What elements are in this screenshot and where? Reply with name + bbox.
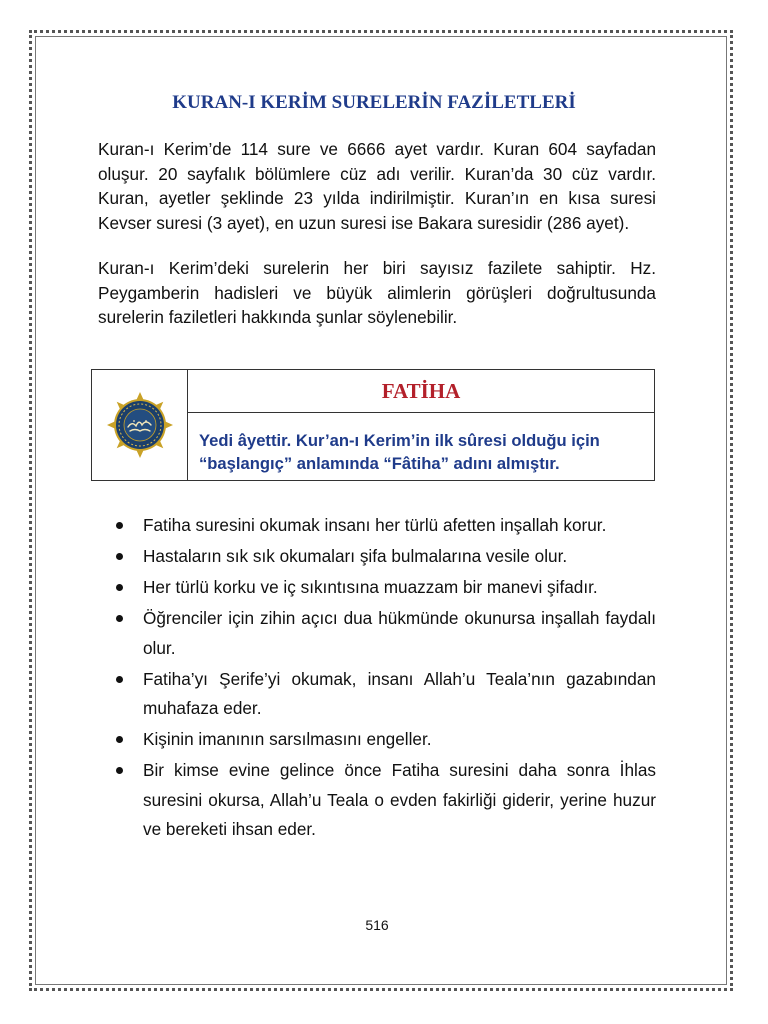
list-item bbox=[112, 756, 656, 845]
bullet-icon bbox=[116, 615, 123, 622]
bullet-icon bbox=[116, 676, 123, 683]
surah-header-table bbox=[91, 369, 655, 481]
list-item-text: Fatiha suresini okumak insanı her türlü afetten inşallah korur. bbox=[143, 515, 607, 535]
intro-paragraph-1: Kuran-ı Kerim’de 114 sure ve 6666 ayet vardır. Kuran 604 sayfadan oluşur. 20 sayfalık bölümlere cüz adı verilir. Kuran’da 30 cüz vardır. Kuran, ayetler şeklinde 23 yılda indirilmiştir. Kuran’ın en kısa suresi Kevser suresi (3 ayet), en uzun suresi ise Bakara suresidir (286 ayet). bbox=[98, 139, 656, 233]
list-item-text: Hastaların sık sık okumaları şifa bulmalarına vesile olur. bbox=[143, 546, 568, 566]
list-item-text: Bir kimse evine gelince önce Fatiha suresini daha sonra İhlas suresini okursa, Allah’u Teala o evden fakirliği giderir, yerine huzur ve bereketi ihsan eder. bbox=[143, 760, 656, 839]
list-item-text: Kişinin imanının sarsılmasını engeller. bbox=[143, 729, 432, 749]
bullet-icon bbox=[116, 522, 123, 529]
surah-name: FATİHA bbox=[381, 378, 461, 403]
bullet-icon bbox=[116, 553, 123, 560]
list-item bbox=[112, 604, 656, 663]
intro-paragraph-2: Kuran-ı Kerim’deki surelerin her biri sayısız fazilete sahiptir. Hz. Peygamberin hadisleri ve büyük alimlerin görüşleri doğrultusunda surelerin faziletleri hakkında şunlar söylenebilir. bbox=[98, 258, 656, 327]
page-title: KURAN-I KERİM SURELERİN FAZİLETLERİ bbox=[172, 92, 576, 113]
surah-description: Yedi âyettir. Kur’an-ı Kerim’in ilk sûresi olduğu için “başlangıç” anlamında “Fâtiha” adını almıştır. bbox=[199, 431, 600, 473]
list-item bbox=[112, 573, 656, 603]
quran-medallion-icon bbox=[106, 391, 174, 459]
list-item bbox=[112, 725, 656, 755]
page-number: 516 bbox=[365, 917, 389, 933]
list-item bbox=[112, 542, 656, 572]
virtues-list bbox=[112, 511, 656, 846]
bullet-icon bbox=[116, 767, 123, 774]
list-item-text: Öğrenciler için zihin açıcı dua hükmünde okunursa inşallah faydalı olur. bbox=[143, 608, 656, 658]
surah-logo-cell bbox=[92, 370, 188, 480]
list-item-text: Fatiha’yı Şerife’yi okumak, insanı Allah’u Teala’nın gazabından muhafaza eder. bbox=[143, 668, 656, 718]
surah-info bbox=[188, 370, 654, 480]
surah-name-cell bbox=[188, 370, 654, 413]
list-item-text: Her türlü korku ve iç sıkıntısına muazzam bir manevi şifadır. bbox=[143, 577, 598, 597]
bullet-icon bbox=[116, 584, 123, 591]
bullet-icon bbox=[116, 736, 123, 743]
list-item bbox=[112, 511, 656, 541]
list-item bbox=[112, 665, 656, 724]
